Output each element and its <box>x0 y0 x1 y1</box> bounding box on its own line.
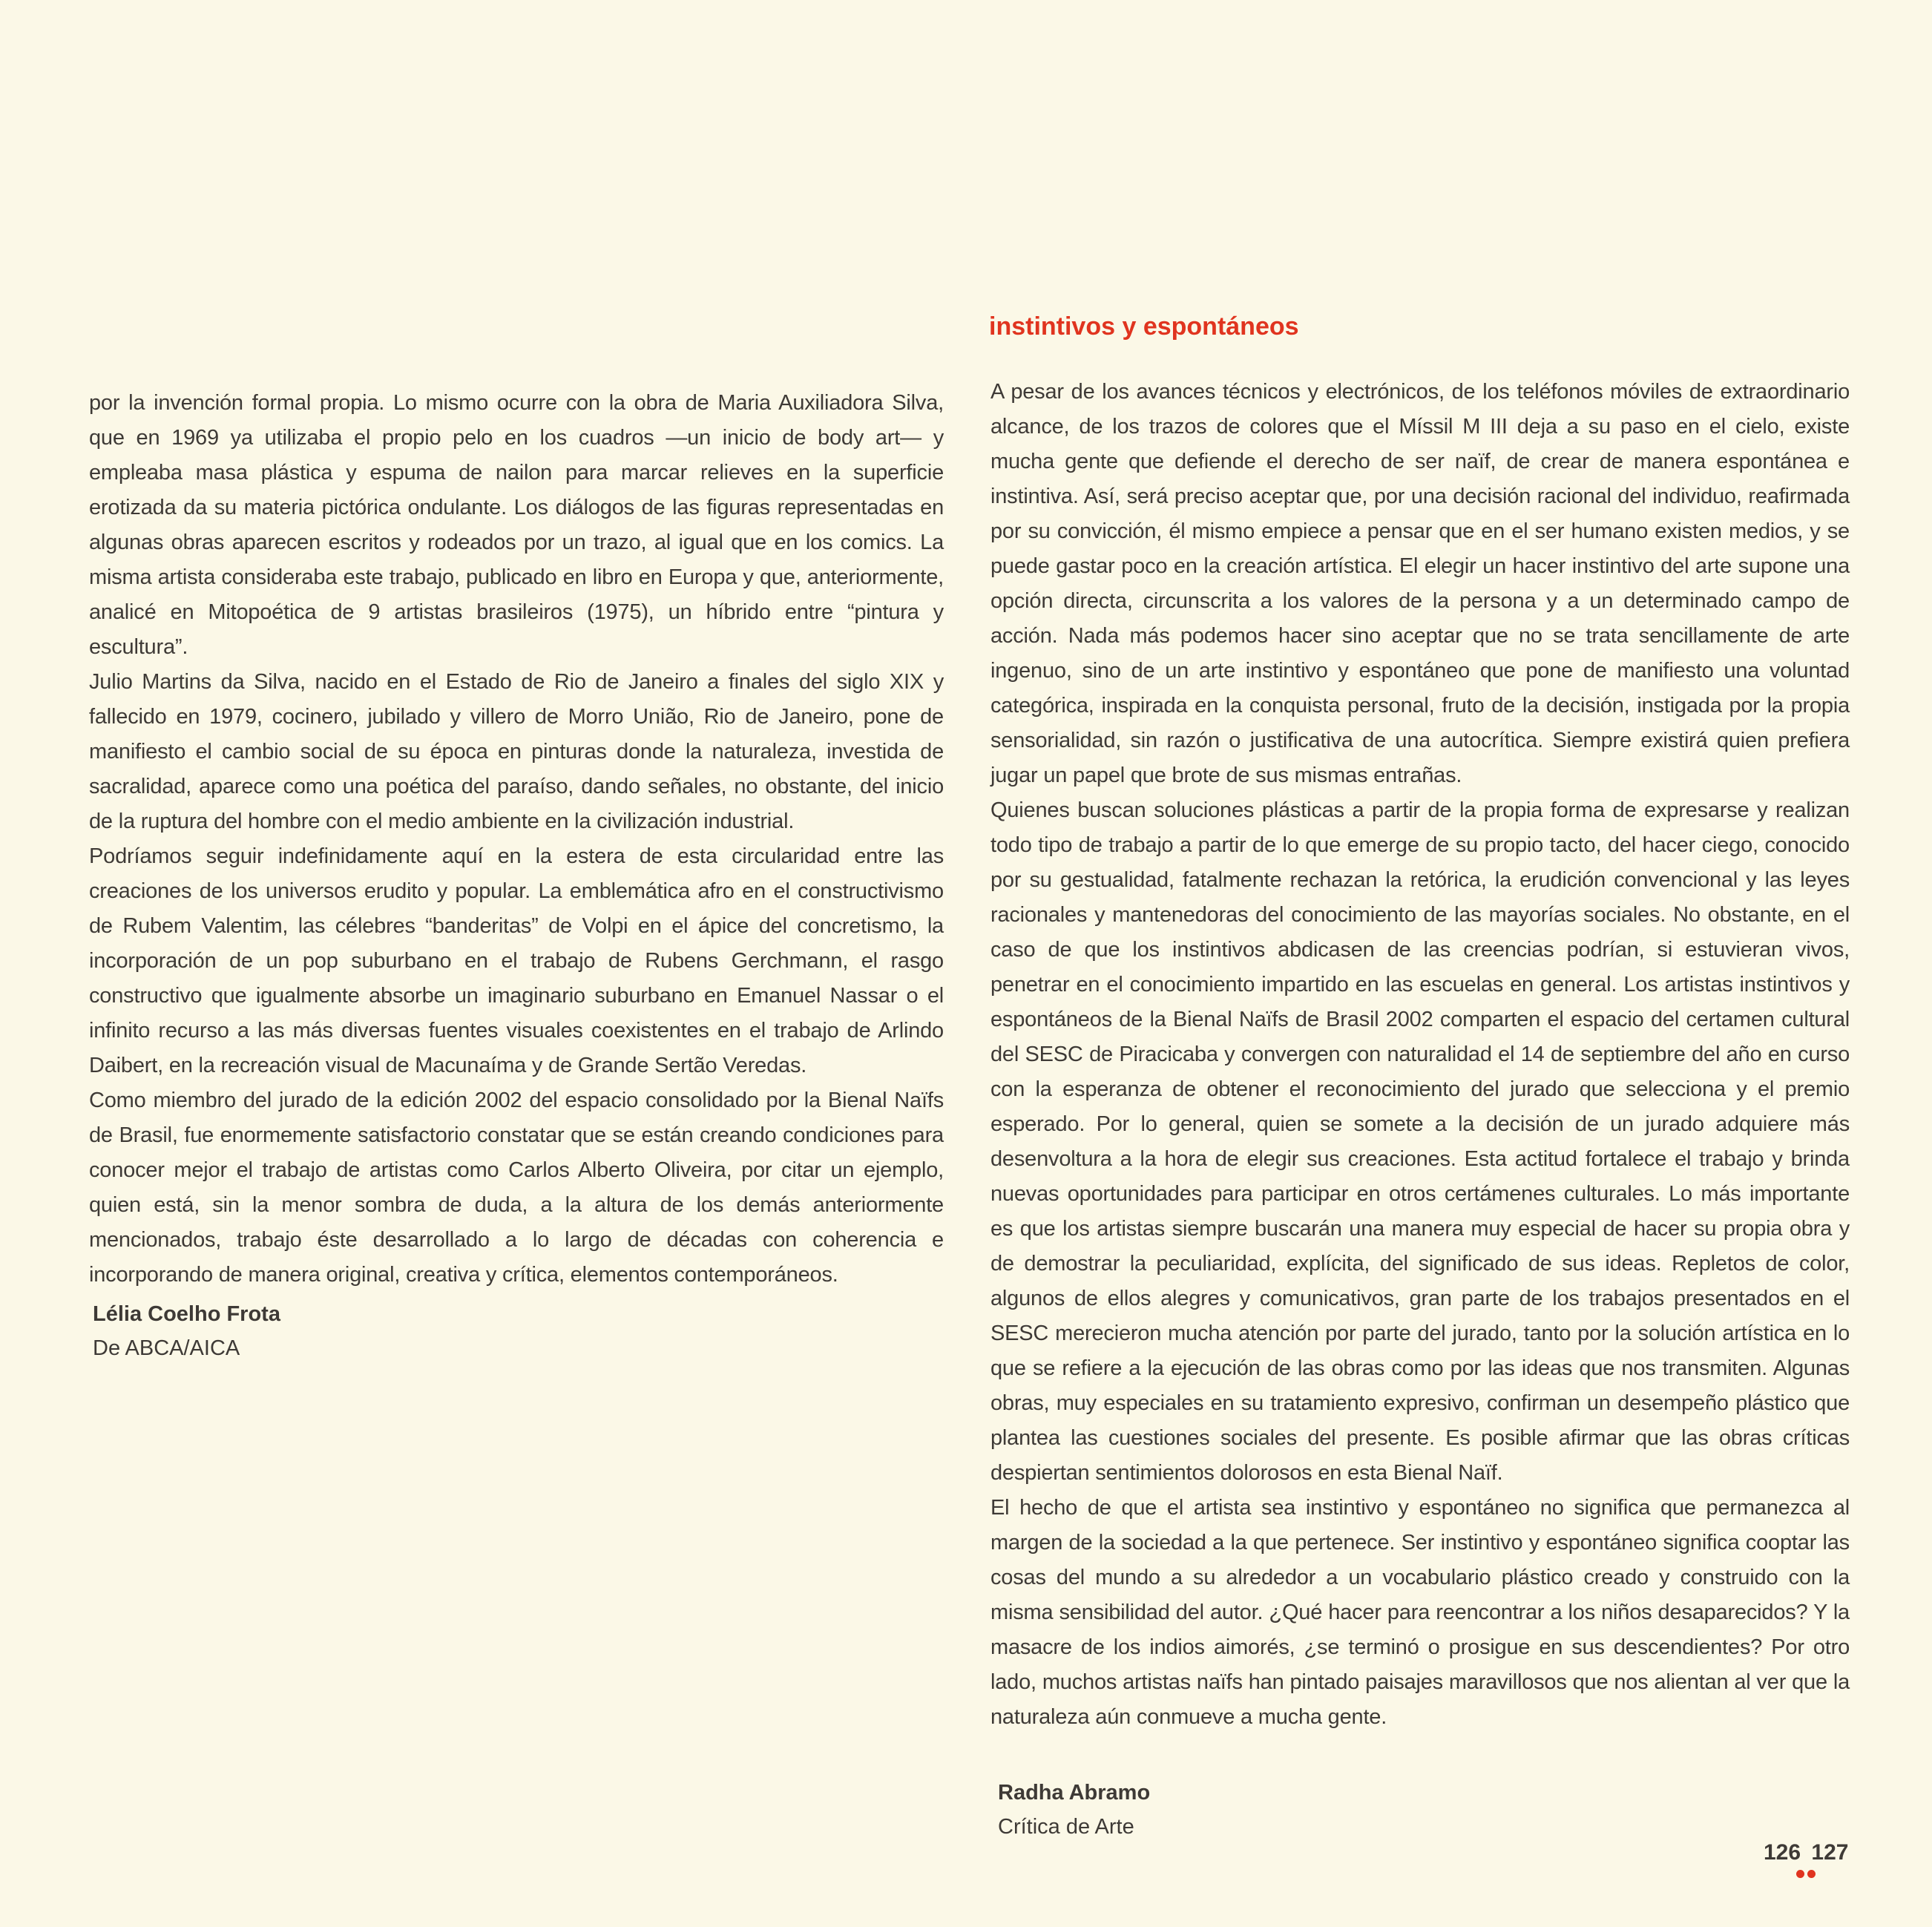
left-signature <box>93 1297 280 1365</box>
author-name: Radha Abramo <box>998 1781 1151 1805</box>
paragraph: El hecho de que el artista sea instintivo y espontáneo no significa que permanezca al margen de la sociedad a la que pertenece. Ser instintivo y espontáneo significa cooptar las cosas del mundo a su alrededor a un vocabulario plástico creado y construido con la misma sensibilidad del autor. ¿Qué hacer para reencontrar a los niños desaparecidos? Y la masacre de los indios aimorés, ¿se terminó o prosigue en sus descendientes? Por otro lado, muchos artistas naïfs han pintado paisajes maravillosos que nos alientan al ver que la naturaleza aún conmueve a mucha gente. <box>990 1496 1850 1729</box>
right-signature <box>998 1776 1150 1844</box>
paragraph: A pesar de los avances técnicos y electrónicos, de los teléfonos móviles de extraordinario alcance, de los trazos de colores que el Míssil M III deja a su paso en el cielo, existe mucha gente que defiende el derecho de ser naïf, de crear de manera espontánea e instintiva. Así, será preciso aceptar que, por una decisión racional del individuo, reafirmada por su convicción, él mismo empiece a pensar que en el ser humano existen medios, y se puede gastar poco en la creación artística. El elegir un hacer instintivo del arte supone una opción directa, circunscrita a los valores de la persona y a un determinado campo de acción. Nada más podemos hacer sino aceptar que no se trata sencillamente de arte ingenuo, sino de un arte instintivo y espontáneo que pone de manifiesto una voluntad categórica, inspirada en la conquista personal, fruto de la decisión, instigada por la propia sensorialidad, sin razón o justificativa de una autocrítica. Siempre existirá quien prefiera jugar un papel que brote de sus mismas entrañas. <box>990 380 1850 787</box>
author-name: Lélia Coelho Frota <box>93 1302 280 1326</box>
dot-icon <box>1796 1870 1804 1878</box>
page-marker-dots-icon <box>1796 1870 1818 1879</box>
section-heading: instintivos y espontáneos <box>989 312 1299 341</box>
paragraph: Quienes buscan soluciones plásticas a partir de la propia forma de expresarse y realizan todo tipo de trabajo a partir de lo que emerge de su propio tacto, del hacer ciego, conocido por su gestualidad, fatalmente rechazan la retórica, la erudición convencional y las leyes racionales y mantenedoras del conocimiento de las mayorías sociales. No obstante, en el caso de que los instintivos abdicasen de las creencias podrían, si estuvieran vivos, penetrar en el conocimiento impartido en las escuelas en general. Los artistas instintivos y espontáneos de la Bienal Naïfs de Brasil 2002 comparten el espacio del certamen cultural del SESC de Piracicaba y convergen con naturalidad el 14 de septiembre del año en curso con la esperanza de obtener el reconocimiento del jurado que selecciona y el premio esperado. Por lo general, quien se somete a la decisión de un jurado adquiere más desenvoltura a la hora de elegir sus creaciones. Esta actitud fortalece el trabajo y brinda nuevas oportunidades para participar en otros certámenes culturales. Lo más importante es que los artistas siempre buscarán una manera muy especial de hacer su propia obra y de demostrar la peculiaridad, explícita, del significado de sus ideas. Repletos de color, algunos de ellos alegres y comunicativos, gran parte de los trabajos presentados en el SESC merecieron mucha atención por parte del jurado, tanto por la solución artística en lo que se refiere a la ejecución de las obras como por las ideas que nos transmiten. Algunas obras, muy especiales en su tratamiento expresivo, confirman un desempeño plástico que plantea las cuestiones sociales del presente. Es posible afirmar que las obras críticas despiertan sentimientos dolorosos en esta Bienal Naïf. <box>990 798 1850 1485</box>
paragraph: Como miembro del jurado de la edición 2002 del espacio consolidado por la Bienal Naïfs de Brasil, fue enormemente satisfactorio constatar que se están creando condiciones para conocer mejor el trabajo de artistas como Carlos Alberto Oliveira, por citar un ejemplo, quien está, sin la menor sombra de duda, a la altura de los demás anteriormente mencionados, trabajo éste desarrollado a lo largo de décadas con coherencia e incorporando de manera original, creativa y crítica, elementos contemporáneos. <box>89 1089 944 1287</box>
page-number-left: 126 <box>1764 1840 1801 1865</box>
paragraph: Podríamos seguir indefinidamente aquí en la estera de esta circularidad entre las creaciones de los universos erudito y popular. La emblemática afro en el constructivismo de Rubem Valentim, las célebres “banderitas” de Volpi en el ápice del concretismo, la incorporación de un pop suburbano en el trabajo de Rubens Gerchmann, el rasgo constructivo que igualmente absorbe un imaginario suburbano en Emanuel Nassar o el infinito recurso a las más diversas fuentes visuales coexistentes en el trabajo de Arlindo Daibert, en la recreación visual de Macunaíma y de Grande Sertão Veredas. <box>89 844 944 1077</box>
right-column-text <box>990 375 1850 1735</box>
dot-icon <box>1807 1870 1816 1878</box>
author-role: Crítica de Arte <box>998 1815 1134 1839</box>
page-number-right: 127 <box>1811 1840 1849 1865</box>
paragraph: por la invención formal propia. Lo mismo ocurre con la obra de Maria Auxiliadora Silva, que en 1969 ya utilizaba el propio pelo en los cuadros —un inicio de body art— y empleaba masa plástica y espuma de nailon para marcar relieves en la superficie erotizada da su materia pictórica ondulante. Los diálogos de las figuras representadas en algunas obras aparecen escritos y rodeados por un trazo, al igual que en los comics. La misma artista consideraba este trabajo, publicado en libro en Europa y que, anteriormente, analicé en Mitopoética de 9 artistas brasileiros (1975), un híbrido entre “pintura y escultura”. <box>89 391 944 659</box>
author-role: De ABCA/AICA <box>93 1336 240 1360</box>
paragraph: Julio Martins da Silva, nacido en el Estado de Rio de Janeiro a finales del siglo XIX y fallecido en 1979, cocinero, jubilado y villero de Morro União, Rio de Janeiro, pone de manifiesto el cambio social de su época en pinturas donde la naturaleza, investida de sacralidad, aparece como una poética del paraíso, dando señales, no obstante, del inicio de la ruptura del hombre con el medio ambiente en la civilización industrial. <box>89 670 944 833</box>
left-column-text <box>89 386 944 1293</box>
page-numbers <box>1764 1840 1848 1865</box>
